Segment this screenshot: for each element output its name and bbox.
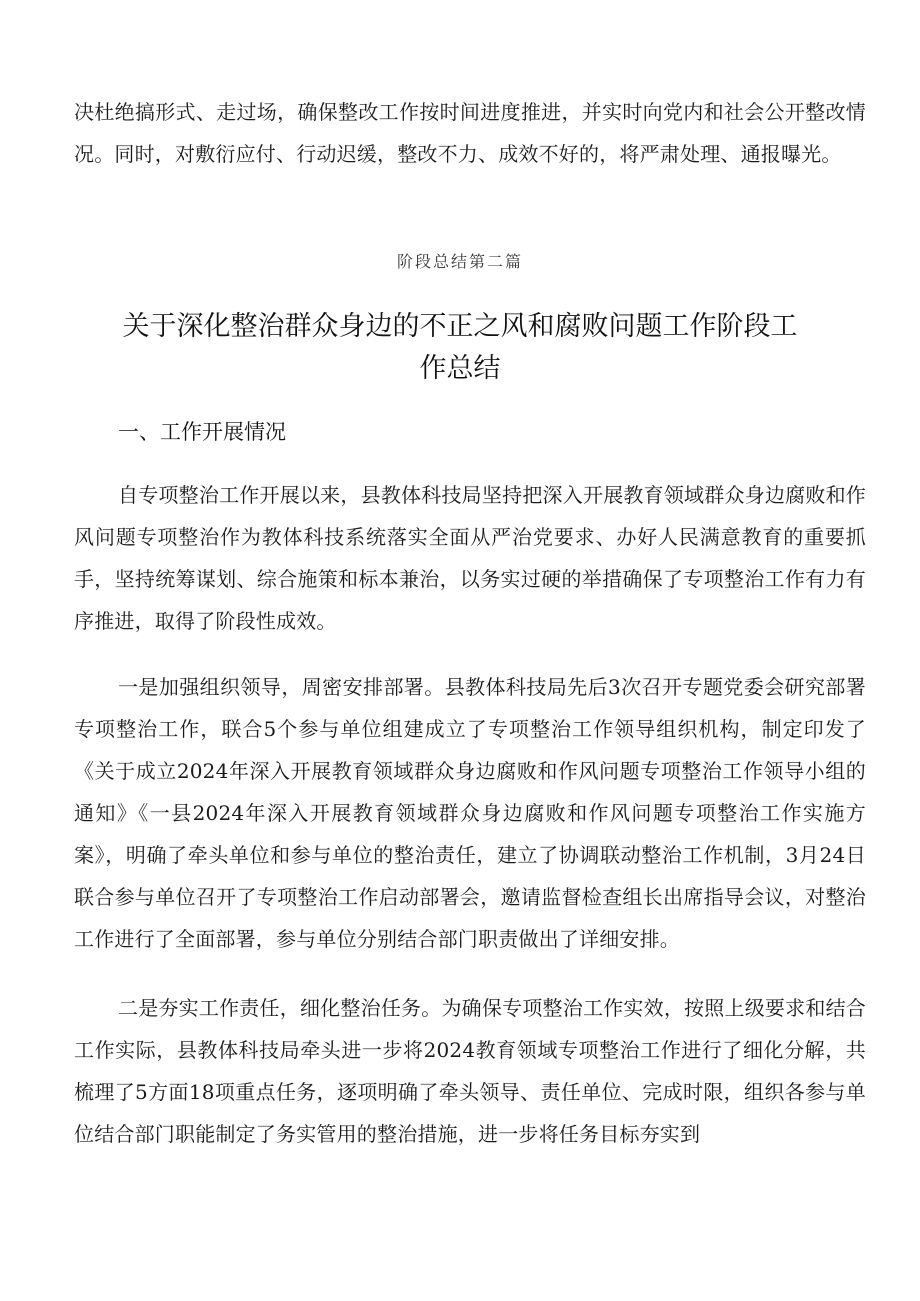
continuation-paragraph: 决杜绝搞形式、走过场，确保整改工作按时间进度推进，并实时向党内和社会公开整改情况。同时，对敷衍应付、行动迟缓，整改不力、成效不好的，将严肃处理、通报曝光。 bbox=[74, 100, 866, 166]
body-paragraph-responsibility: 二是夯实工作责任，细化整治任务。为确保专项整治工作实效，按照上级要求和结合工作实际，县教体科技局牵头进一步将2024教育领域专项整治工作进行了细化分解，共梳理了5方面18项重点任务，逐项明确了牵头领导、责任单位、完成时限，组织各参与单位结合部门职能制定了务实管用的整治措施，进一步将任务目标夯实到 bbox=[74, 996, 866, 1146]
body-paragraph-intro: 自专项整治工作开展以来，县教体科技局坚持把深入开展教育领域群众身边腐败和作风问题专项整治作为教体科技系统落实全面从严治党要求、办好人民满意教育的重要抓手，坚持统筹谋划、综合施策和标本兼治，以务实过硬的举措确保了专项整治工作有力有序推进，取得了阶段性成效。 bbox=[74, 483, 866, 633]
section-label: 阶段总结第二篇 bbox=[396, 252, 523, 271]
section-heading: 一、工作开展情况 bbox=[118, 420, 286, 444]
document-title: 关于深化整治群众身边的不正之风和腐败问题工作阶段工作总结 bbox=[122, 311, 798, 384]
body-paragraph-organization: 一是加强组织领导，周密安排部署。县教体科技局先后3次召开专题党委会研究部署专项整治工作，联合5个参与单位组建成立了专项整治工作领导组织机构，制定印发了《关于成立2024年深入开展教育领域群众身边腐败和作风问题专项整治工作领导小组的通知》《一县2024年深入开展教育领域群众身边腐败和作风问题专项整治工作实施方案》，明确了牵头单位和参与单位的整治责任，建立了协调联动整治工作机制，3月24日联合参与单位召开了专项整治工作启动部署会，邀请监督检查组长出席指导会议，对整治工作进行了全面部署，参与单位分别结合部门职责做出了详细安排。 bbox=[74, 675, 866, 951]
